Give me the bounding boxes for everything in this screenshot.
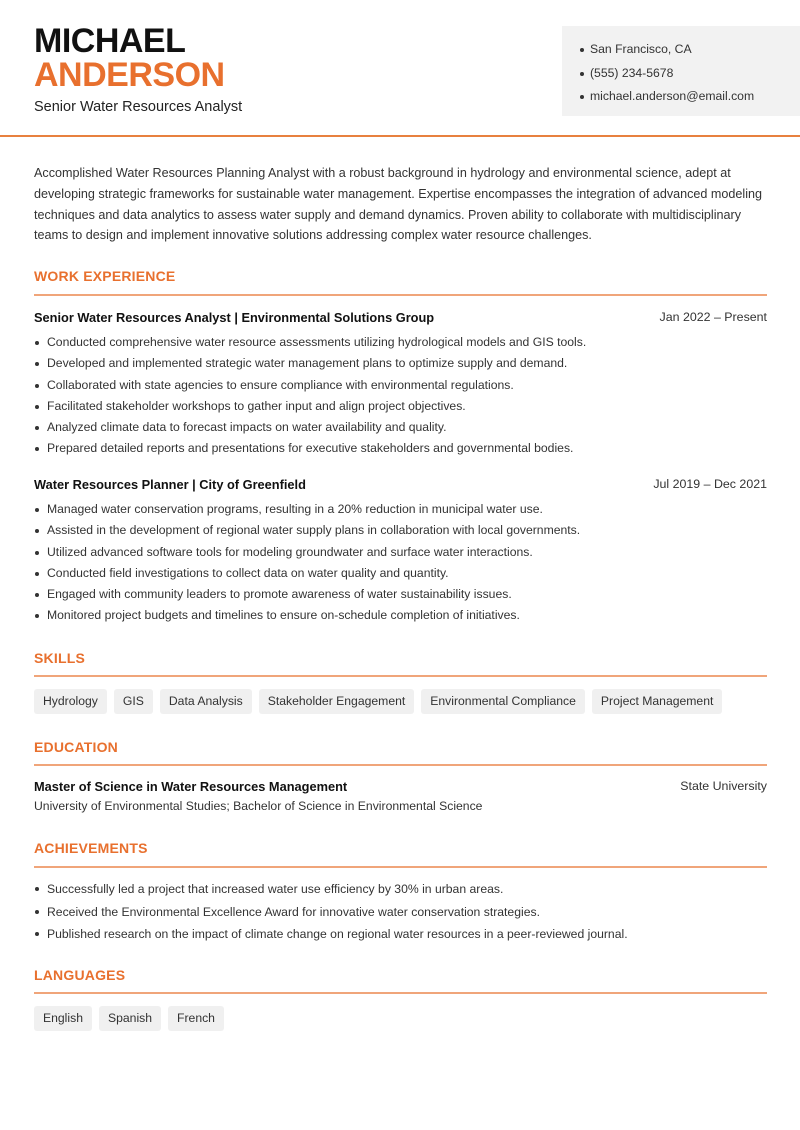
list-item: Utilized advanced software tools for modeling groundwater and surface water interactions.: [34, 542, 767, 563]
job-header: [34, 310, 767, 325]
job-bullets: [34, 332, 767, 460]
skill-chip: Data Analysis: [160, 689, 252, 714]
job-role: Water Resources Planner | City of Greenfield: [34, 477, 306, 492]
education-header: [34, 779, 767, 794]
last-name: ANDERSON: [34, 56, 225, 94]
section-divider: [34, 764, 767, 766]
skill-chip: Hydrology: [34, 689, 107, 714]
languages-list: [34, 1006, 224, 1031]
contact-phone: (555) 234-5678: [580, 62, 800, 86]
job-dates: Jul 2019 – Dec 2021: [653, 477, 767, 491]
degree: Master of Science in Water Resources Management: [34, 779, 348, 794]
section-title-education: EDUCATION: [34, 739, 118, 755]
contact-box: [562, 26, 800, 116]
contact-location: San Francisco, CA: [580, 38, 800, 62]
section-title-work: WORK EXPERIENCE: [34, 268, 176, 284]
job-header: [34, 477, 767, 492]
skill-chip: Project Management: [592, 689, 722, 714]
section-title-skills: SKILLS: [34, 650, 85, 666]
job-dates: Jan 2022 – Present: [659, 310, 767, 324]
skill-chip: Environmental Compliance: [421, 689, 585, 714]
skills-list: [34, 689, 722, 714]
language-chip: French: [168, 1006, 224, 1031]
school: State University: [680, 779, 767, 793]
job-bullets: [34, 499, 767, 627]
list-item: Engaged with community leaders to promote awareness of water sustainability issues.: [34, 584, 767, 605]
language-chip: Spanish: [99, 1006, 161, 1031]
section-divider: [34, 992, 767, 994]
list-item: Monitored project budgets and timelines to ensure on-schedule completion of initiatives.: [34, 605, 767, 626]
list-item: Collaborated with state agencies to ensure compliance with environmental regulations.: [34, 375, 767, 396]
list-item: Developed and implemented strategic water management plans to optimize supply and demand.: [34, 353, 767, 374]
section-divider: [34, 866, 767, 868]
job-role: Senior Water Resources Analyst | Environmental Solutions Group: [34, 310, 435, 325]
professional-summary: Accomplished Water Resources Planning Analyst with a robust background in hydrology and environmental science, adept at developing strategic frameworks for sustainable water management. Expertise encompasses the integration of advanced modeling techniques and data analytics to assess water supply and demand dynamics. Proven ability to collaborate with multidisciplinary teams to design and implement innovative solutions addressing complex water resource challenges.: [34, 166, 763, 243]
first-name: MICHAEL: [34, 22, 186, 60]
section-title-languages: LANGUAGES: [34, 967, 126, 983]
list-item: Successfully led a project that increased water use efficiency by 30% in urban areas.: [34, 878, 767, 901]
skill-chip: GIS: [114, 689, 153, 714]
achievements-list: [34, 878, 767, 946]
resume-header: [0, 0, 800, 137]
list-item: Assisted in the development of regional water supply plans in collaboration with local governments.: [34, 520, 767, 541]
list-item: Facilitated stakeholder workshops to gather input and align project objectives.: [34, 396, 767, 417]
list-item: Conducted comprehensive water resource assessments utilizing hydrological models and GIS tools.: [34, 332, 767, 353]
job-title: Senior Water Resources Analyst: [34, 99, 243, 115]
list-item: Received the Environmental Excellence Award for innovative water conservation strategies.: [34, 901, 767, 924]
list-item: Conducted field investigations to collect data on water quality and quantity.: [34, 563, 767, 584]
education-details: University of Environmental Studies; Bachelor of Science in Environmental Science: [34, 799, 483, 813]
section-divider: [34, 294, 767, 296]
list-item: Analyzed climate data to forecast impacts on water availability and quality.: [34, 417, 767, 438]
language-chip: English: [34, 1006, 92, 1031]
skill-chip: Stakeholder Engagement: [259, 689, 415, 714]
list-item: Managed water conservation programs, resulting in a 20% reduction in municipal water use.: [34, 499, 767, 520]
section-divider: [34, 675, 767, 677]
section-title-achievements: ACHIEVEMENTS: [34, 840, 148, 856]
list-item: Published research on the impact of climate change on regional water resources in a peer-reviewed journal.: [34, 923, 767, 946]
list-item: Prepared detailed reports and presentations for executive stakeholders and governmental bodies.: [34, 438, 767, 459]
contact-email[interactable]: michael.anderson@email.com: [580, 85, 800, 109]
